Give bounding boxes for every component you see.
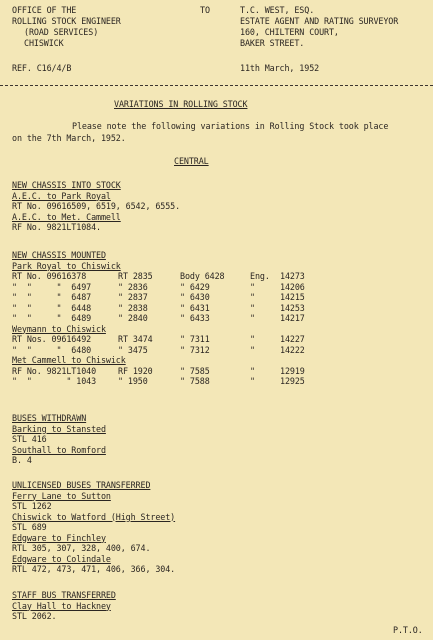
new-chassis-into-stock-heading: NEW CHASSIS INTO STOCK — [12, 180, 121, 190]
mounted-rt-no: RF 1920 — [118, 365, 153, 376]
to-label: TO — [200, 5, 210, 15]
mounted-rt-no: " 2838 — [118, 302, 148, 313]
mounted-eng-label: " — [250, 281, 255, 292]
to-line-2: ESTATE AGENT AND RATING SURVEYOR — [240, 16, 399, 26]
mounted-eng-label: Eng. — [250, 271, 270, 281]
to-line-1: T.C. WEST, ESQ. — [240, 5, 315, 15]
mounted-chassis-no: " " " 6497 — [12, 281, 92, 292]
mounted-chassis-no: " " " 6480 — [12, 344, 92, 355]
mounted-eng-label: " — [250, 302, 255, 313]
new-chassis-into-stock-route: A.E.C. to Met. Cammell — [12, 211, 121, 222]
mounted-chassis-no: RT No. 09616378 — [12, 271, 87, 281]
division-heading: CENTRAL — [174, 156, 209, 166]
mounted-engine-no: 14273 — [280, 271, 305, 281]
document-title: VARIATIONS IN ROLLING STOCK — [114, 99, 248, 109]
staff-bus-transferred-heading: STAFF BUS TRANSFERRED — [12, 590, 116, 600]
mounted-engine-no: 14206 — [280, 281, 305, 292]
mounted-engine-no: 14215 — [280, 292, 305, 302]
mounted-eng-label: " — [250, 313, 255, 323]
unlicensed-buses-transferred-item: STL 1262 — [12, 501, 52, 511]
intro-line-1: Please note the following variations in Rolling Stock took place — [72, 121, 389, 131]
unlicensed-buses-transferred-item: STL 689 — [12, 522, 47, 532]
mounted-body-no: " 7585 — [180, 365, 210, 376]
to-line-4: BAKER STREET. — [240, 38, 305, 48]
reference: REF. C16/4/B — [12, 63, 72, 73]
unlicensed-buses-transferred-item: RTL 472, 473, 471, 406, 366, 304. — [12, 564, 176, 574]
staff-bus-transferred-route: Clay Hall to Hackney — [12, 600, 111, 611]
header-divider — [0, 85, 433, 86]
mounted-chassis-no: " " " 6448 — [12, 302, 92, 313]
mounted-chassis-no: " " " 6489 — [12, 313, 92, 323]
mounted-body-no: " 6430 — [180, 292, 210, 302]
buses-withdrawn-route: Southall to Romford — [12, 444, 106, 455]
mounted-rt-no: " 2840 — [118, 313, 148, 323]
new-chassis-into-stock-item: RT No. 09616509, 6519, 6542, 6555. — [12, 201, 181, 211]
mounted-chassis-no: " " " 1043 — [12, 376, 97, 386]
buses-withdrawn-item: B. 4 — [12, 455, 32, 465]
letter-date: 11th March, 1952 — [240, 63, 320, 73]
mounted-rt-no: " 2837 — [118, 292, 148, 302]
mounted-engine-no: 14217 — [280, 313, 305, 323]
mounted-group-title: Park Royal to Chiswick — [12, 260, 121, 271]
intro-line-2: on the 7th March, 1952. — [12, 133, 126, 143]
mounted-eng-label: " — [250, 292, 255, 302]
staff-bus-transferred-item: STL 2062. — [12, 611, 57, 621]
unlicensed-buses-transferred-route: Ferry Lane to Sutton — [12, 490, 111, 501]
to-line-3: 160, CHILTERN COURT, — [240, 27, 339, 37]
from-line-3: (ROAD SERVICES) — [24, 27, 99, 37]
from-line-4: CHISWICK — [24, 38, 64, 48]
mounted-rt-no: RT 3474 — [118, 334, 153, 344]
mounted-eng-label: " — [250, 365, 255, 376]
mounted-body-no: " 7588 — [180, 376, 210, 386]
mounted-body-no: " 6431 — [180, 302, 210, 313]
new-chassis-into-stock-item: RF No. 9821LT1084. — [12, 222, 101, 232]
unlicensed-buses-transferred-item: RTL 305, 307, 328, 400, 674. — [12, 543, 151, 553]
unlicensed-buses-transferred-heading: UNLICENSED BUSES TRANSFERRED — [12, 480, 151, 490]
mounted-engine-no: 14222 — [280, 344, 305, 355]
from-line-2: ROLLING STOCK ENGINEER — [12, 16, 121, 26]
buses-withdrawn-heading: BUSES WITHDRAWN — [12, 413, 87, 423]
mounted-body-no: " 6433 — [180, 313, 210, 323]
mounted-rt-no: " 1950 — [118, 376, 148, 386]
mounted-chassis-no: RF No. 9821LT1040 — [12, 365, 97, 376]
mounted-body-no: " 7311 — [180, 334, 210, 344]
buses-withdrawn-item: STL 416 — [12, 434, 47, 444]
unlicensed-buses-transferred-route: Edgware to Colindale — [12, 553, 111, 564]
new-chassis-mounted-heading: NEW CHASSIS MOUNTED — [12, 250, 106, 260]
mounted-eng-label: " — [250, 344, 255, 355]
mounted-group-title: Met Cammell to Chiswick — [12, 355, 126, 365]
mounted-engine-no: 12925 — [280, 376, 305, 386]
mounted-body-no: Body 6428 — [180, 271, 225, 281]
mounted-chassis-no: RT Nos. 09616492 — [12, 334, 92, 344]
from-line-1: OFFICE OF THE — [12, 5, 77, 15]
pto-note: P.T.O. — [393, 625, 423, 635]
mounted-engine-no: 12919 — [280, 365, 305, 376]
mounted-eng-label: " — [250, 376, 255, 386]
new-chassis-into-stock-route: A.E.C. to Park Royal — [12, 190, 111, 201]
mounted-body-no: " 7312 — [180, 344, 210, 355]
buses-withdrawn-route: Barking to Stansted — [12, 423, 106, 434]
unlicensed-buses-transferred-route: Chiswick to Watford (High Street) — [12, 511, 176, 522]
mounted-engine-no: 14227 — [280, 334, 305, 344]
mounted-engine-no: 14253 — [280, 302, 305, 313]
mounted-body-no: " 6429 — [180, 281, 210, 292]
mounted-rt-no: " 2836 — [118, 281, 148, 292]
unlicensed-buses-transferred-route: Edgware to Finchley — [12, 532, 106, 543]
mounted-chassis-no: " " " 6487 — [12, 292, 92, 302]
mounted-group-title: Weymann to Chiswick — [12, 323, 106, 334]
mounted-eng-label: " — [250, 334, 255, 344]
mounted-rt-no: " 3475 — [118, 344, 148, 355]
mounted-rt-no: RT 2835 — [118, 271, 153, 281]
